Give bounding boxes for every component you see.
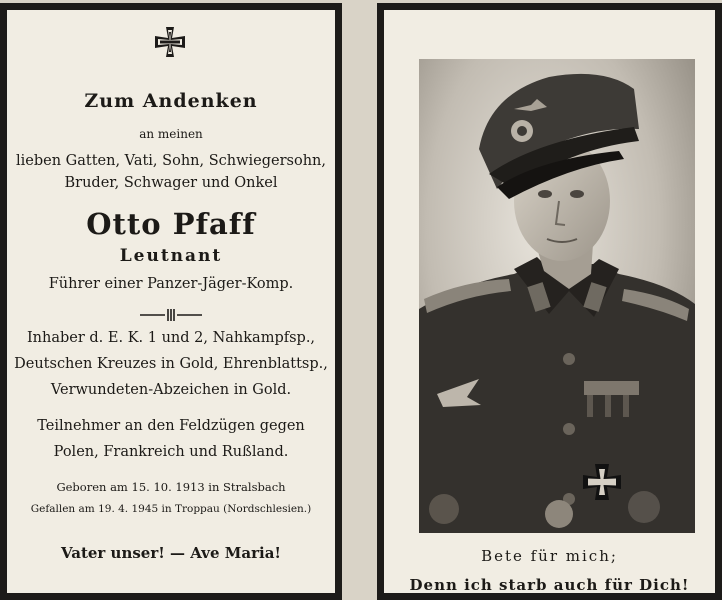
dedication-intro: an meinen (139, 127, 203, 141)
campaign-line-1: Teilnehmer an den Feldzügen gegen (37, 418, 305, 434)
award-line-1: Inhaber d. E. K. 1 und 2, Nahkampfsp., (26, 330, 316, 346)
relatives-line-2: Bruder, Schwager und Onkel (64, 175, 278, 191)
deceased-name: Otto Pfaff (86, 207, 256, 241)
portrait-photo (419, 59, 695, 533)
memorial-text-card (0, 3, 342, 600)
campaign-line-2: Polen, Frankreich und Rußland. (53, 444, 289, 460)
award-line-2: Deutschen Kreuzes in Gold, Ehrenblattsp., (14, 356, 328, 372)
memorial-photo-card (377, 3, 722, 600)
death-line: Gefallen am 19. 4. 1945 in Troppau (Nordschlesien.) (30, 503, 312, 515)
prayer-line: Vater unser! — Ave Maria! (60, 544, 282, 562)
relatives-line-1: lieben Gatten, Vati, Sohn, Schwiegersohn, (16, 153, 326, 169)
ornament-divider (138, 306, 204, 318)
military-rank: Leutnant (119, 246, 223, 266)
award-line-3: Verwundeten-Abzeichen in Gold. (50, 382, 292, 398)
birth-line: Geboren am 15. 10. 1913 in Stralsbach (56, 480, 286, 494)
card-title: Zum Andenken (84, 90, 258, 112)
caption-line-1: Bete für mich; (481, 547, 618, 565)
caption-line-2: Denn ich starb auch für Dich! (409, 576, 690, 594)
iron-cross-icon (153, 25, 187, 59)
unit-position: Führer einer Panzer-Jäger-Komp. (48, 276, 294, 292)
